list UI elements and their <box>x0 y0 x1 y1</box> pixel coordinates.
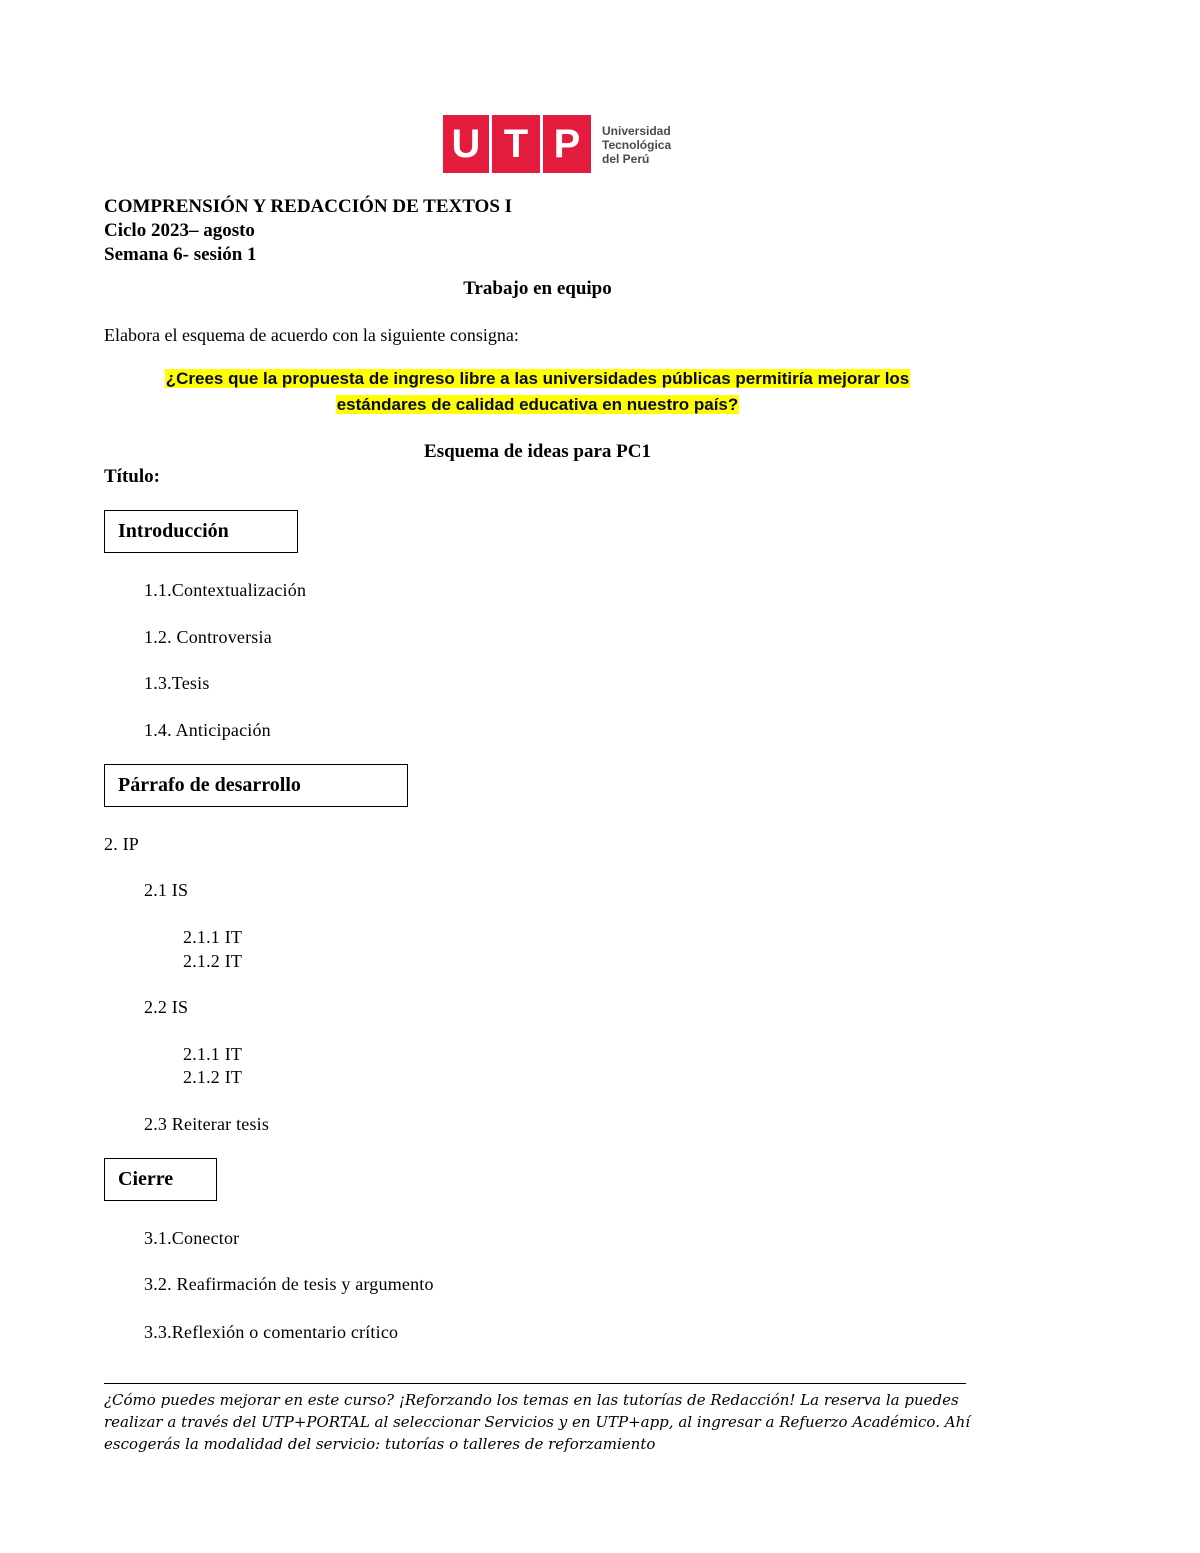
week-label: Semana 6- sesión 1 <box>104 244 257 265</box>
logo-wordmark <box>602 124 671 166</box>
instruction-text: Elabora el esquema de acuerdo con la siguiente consigna: <box>104 325 519 345</box>
closing-item-reafirmacion: 3.2. Reafirmación de tesis y argumento <box>144 1274 434 1294</box>
question-line-1: ¿Crees que la propuesta de ingreso libre a las universidades públicas permitiría mejorar los <box>165 369 910 388</box>
question-line-2: estándares de calidad educativa en nuestro país? <box>336 395 739 414</box>
development-reiterate: 2.3 Reiterar tesis <box>144 1114 270 1134</box>
section-box-closing: Cierre <box>104 1158 217 1201</box>
logo-line-2: Tecnológica <box>602 138 672 152</box>
logo-letter-u: U <box>443 115 489 173</box>
development-is2-it-2: 2.1.2 IT <box>183 1067 243 1087</box>
footer-line-3: escogerás la modalidad del servicio: tutorías o talleres de reforzamiento <box>104 1435 656 1453</box>
intro-item-controversia: 1.2. Controversia <box>144 627 272 647</box>
footer-note <box>104 1389 974 1455</box>
footer-line-1: ¿Cómo puedes mejorar en este curso? ¡Reforzando los temas en las tutorías de Redacción! La reserva la puedes <box>104 1391 959 1409</box>
logo-line-3: del Perú <box>602 152 650 166</box>
utp-logo <box>443 115 594 173</box>
activity-title: Trabajo en equipo <box>463 278 612 299</box>
scheme-title: Esquema de ideas para PC1 <box>424 441 651 462</box>
logo-line-1: Universidad <box>602 124 671 138</box>
closing-item-conector: 3.1.Conector <box>144 1228 240 1248</box>
development-is1-it-2: 2.1.2 IT <box>183 951 243 971</box>
development-is-2: 2.2 IS <box>144 997 189 1017</box>
intro-item-contextualizacion: 1.1.Contextualización <box>144 580 307 600</box>
footer-line-2: realizar a través del UTP+PORTAL al seleccionar Servicios y en UTP+app, al ingresar a Refuerzo Académico. Ahí <box>104 1413 971 1431</box>
development-is2-it-1: 2.1.1 IT <box>183 1044 243 1064</box>
closing-item-reflexion: 3.3.Reflexión o comentario crítico <box>144 1322 399 1342</box>
title-label: Título: <box>104 466 160 487</box>
development-is1-it-1: 2.1.1 IT <box>183 927 243 947</box>
intro-item-tesis: 1.3.Tesis <box>144 673 210 693</box>
course-title: COMPRENSIÓN Y REDACCIÓN DE TEXTOS I <box>104 196 513 217</box>
footer-divider <box>104 1383 966 1384</box>
logo-letter-t: T <box>492 115 540 173</box>
intro-item-anticipacion: 1.4. Anticipación <box>144 720 271 740</box>
development-ip: 2. IP <box>104 834 140 854</box>
section-box-intro: Introducción <box>104 510 298 553</box>
cycle-label: Ciclo 2023– agosto <box>104 220 255 241</box>
development-is-1: 2.1 IS <box>144 880 189 900</box>
logo-letter-p: P <box>543 115 591 173</box>
section-box-development: Párrafo de desarrollo <box>104 764 408 807</box>
prompt-question <box>100 366 975 418</box>
